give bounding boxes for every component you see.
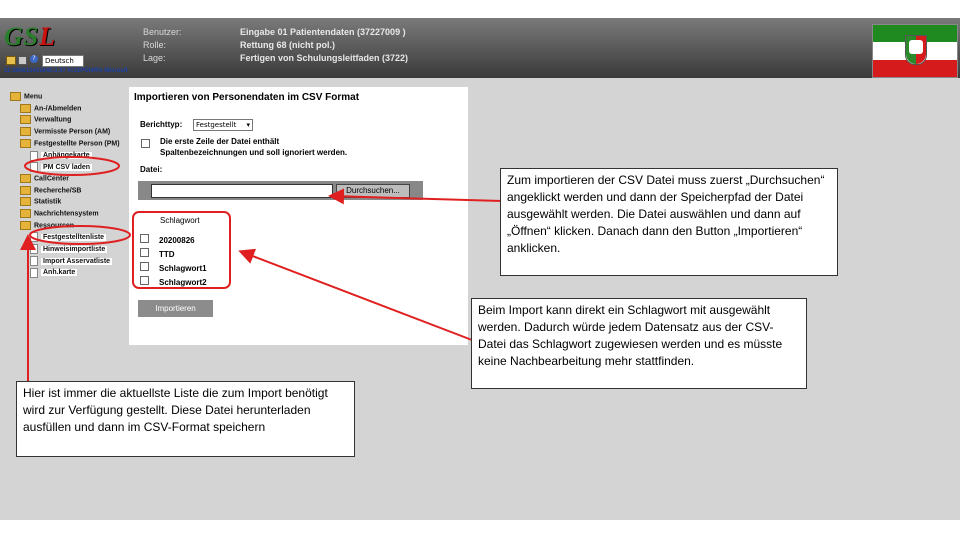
callout-schlagwort: Beim Import kann direkt ein Schlagwort mit ausgewählt werden. Dadurch würde jedem Datensatz aus der CSV-Datei das Schlagwort zugewiesen werden und es müsste keine Nachbearbeitung mehr stattfinden. <box>471 298 807 389</box>
callout-list: Hier ist immer die aktuellste Liste die zum Import benötigt wird zur Verfügung gestellt. Diese Datei herunterladen ausfüllen und dann im CSV-Format speichern <box>16 381 355 457</box>
sidebar-item-label: Anhängekarte <box>43 152 90 160</box>
sidebar-item-label: Recherche/SB <box>34 186 82 194</box>
callout-browse: Zum importieren der CSV Datei muss zuerst „Durchsuchen“ angeklickt werden und dann der Speicherpfad der Datei ausgewählt werden. Die Datei auswählen und dann auf „Öffnen“ klicken. Danach dann den Button „Importieren“ anklicken. <box>500 168 838 276</box>
sidebar-item-label: PM CSV laden <box>43 164 91 172</box>
lage-label: Lage: <box>143 53 166 63</box>
schlagwort-header: Schlagwort <box>160 216 200 225</box>
checkbox-label-line2: Spaltenbezeichnungen und soll ignoriert werden. <box>160 148 348 157</box>
help-icon[interactable]: ? <box>30 55 38 63</box>
session-info: 11:365613431845.3.37 IC12PONR% Microsft <box>4 68 128 74</box>
lage-value: Fertigen von Schulungsleitfaden (3722) <box>240 53 409 63</box>
sidebar-item-label: Verwaltung <box>34 116 72 124</box>
gsl-logo: GSL <box>4 22 57 51</box>
schlagwort-option-label: TTD <box>159 250 175 259</box>
highlight-pm-csv <box>25 157 119 175</box>
sidebar-item-label: Import Asservatliste <box>43 257 111 265</box>
schlagwort-option-label: Schlagwort1 <box>159 264 207 273</box>
rolle-value: Rettung 68 (nicht pol.) <box>240 40 335 50</box>
berichttyp-label: Berichttyp: <box>140 120 183 129</box>
arrow-schlagwort <box>242 252 472 340</box>
sidebar-item-label: Ressourcen <box>34 222 75 230</box>
arrow-browse <box>332 196 502 201</box>
import-button[interactable]: Importieren <box>138 300 213 317</box>
schlagwort-option-label: 20200826 <box>159 236 195 245</box>
page-title: Importieren von Personendaten im CSV Format <box>134 92 360 103</box>
sidebar-item-label: Nachrichtensystem <box>34 210 99 218</box>
language-select[interactable]: Deutsch <box>42 55 84 67</box>
highlight-schlagwort-list <box>133 212 230 288</box>
browse-button[interactable]: Durchsuchen... <box>336 184 410 198</box>
sidebar-item-label: Hinweisimportliste <box>43 245 106 253</box>
sidebar-item-label: CallCenter <box>34 175 70 183</box>
benutzer-value: Eingabe 01 Patientendaten (37227009 ) <box>240 27 406 37</box>
schlagwort-option-label: Schlagwort2 <box>159 278 207 287</box>
highlight-festgestelltenliste <box>30 226 130 244</box>
sidebar-item-label: Vermisste Person (AM) <box>34 128 111 136</box>
sidebar-item-label: Festgestelltenliste <box>43 234 105 242</box>
sidebar-item-label: Menu <box>24 93 43 101</box>
sidebar-item-label: Statistik <box>34 198 62 206</box>
sidebar-item-label: Festgestellte Person (PM) <box>34 140 120 148</box>
sidebar-item-label: Anh.karte <box>43 269 76 277</box>
rolle-label: Rolle: <box>143 40 167 50</box>
sidebar-item-label: An-/Abmelden <box>34 105 82 113</box>
checkbox-label-line1: Die erste Zeile der Datei enthält <box>160 137 280 146</box>
chevron-down-icon: ▾ <box>246 121 250 129</box>
berichttyp-select[interactable]: Festgestellt ▾ <box>193 119 253 131</box>
benutzer-label: Benutzer: <box>143 27 182 37</box>
datei-label: Datei: <box>140 165 163 174</box>
